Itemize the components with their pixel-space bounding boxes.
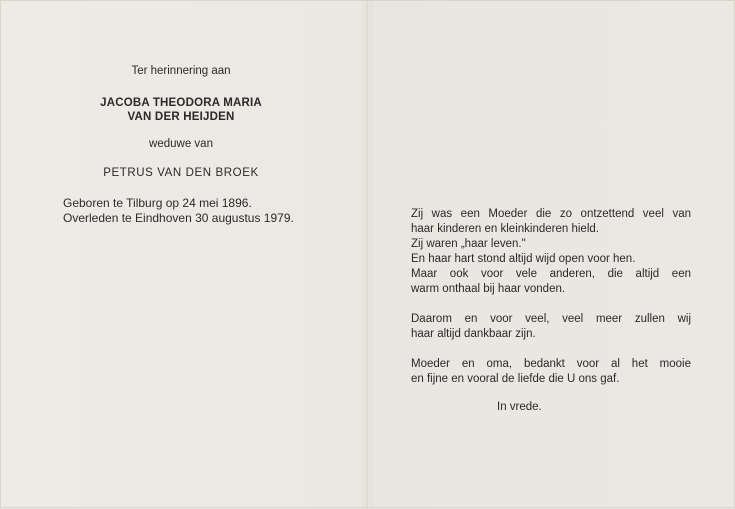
poem-line: Maar ook voor vele anderen, die altijd een <box>411 268 691 280</box>
poem-line: Zij was een Moeder die zo ontzettend veel van <box>411 208 691 220</box>
birth-line: Geboren te Tilburg op 24 mei 1896. <box>63 196 252 210</box>
poem-line: en fijne en vooral de liefde die U ons gaf. <box>411 373 620 385</box>
poem-text <box>411 207 691 387</box>
left-page <box>1 1 367 509</box>
deceased-name-line2: VAN DER HEIJDEN <box>127 111 235 123</box>
deceased-name-line1: JACOBA THEODORA MARIA <box>100 97 262 109</box>
intro-text: Ter herinnering aan <box>131 65 231 77</box>
poem-line: Zij waren „haar leven." <box>411 238 526 250</box>
relation-text: weduwe van <box>149 138 213 150</box>
poem-blank-line <box>411 297 691 312</box>
poem-line: Moeder en oma, bedankt voor al het mooie <box>411 358 691 370</box>
poem-line: haar altijd dankbaar zijn. <box>411 328 536 340</box>
poem-blank-line <box>411 342 691 357</box>
death-line: Overleden te Eindhoven 30 augustus 1979. <box>63 211 294 225</box>
spouse-name: PETRUS VAN DEN BROEK <box>103 167 259 179</box>
right-page <box>369 1 735 509</box>
poem-line: warm onthaal bij haar vonden. <box>411 283 566 295</box>
closing-text: In vrede. <box>497 401 542 413</box>
poem-line: Daarom en voor veel, veel meer zullen wij <box>411 313 691 325</box>
poem-line: haar kinderen en kleinkinderen hield. <box>411 223 599 235</box>
poem-line: En haar hart stond altijd wijd open voor hen. <box>411 253 636 265</box>
